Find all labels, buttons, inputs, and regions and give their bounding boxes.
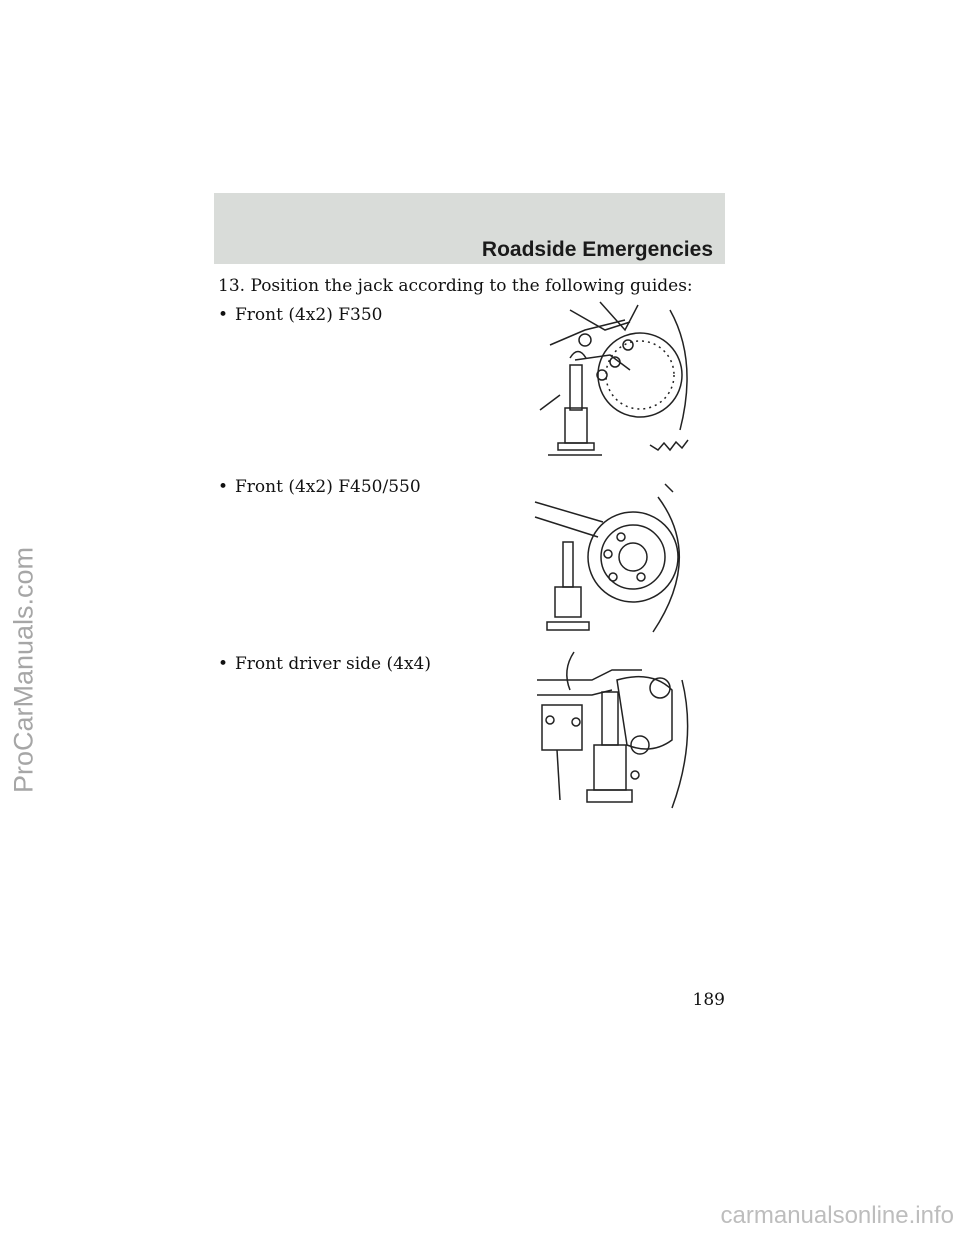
bullet-label: Front (4x2) F450/550 xyxy=(235,477,421,497)
side-watermark xyxy=(2,450,46,890)
page-number: 189 xyxy=(692,990,725,1010)
bullet-icon: • xyxy=(218,654,229,674)
step-13-instruction: 13. Position the jack according to the following guides: xyxy=(218,276,693,296)
bullet-item-front-driver-side-4x4 xyxy=(218,654,431,674)
bullet-icon: • xyxy=(218,305,229,325)
section-header-band xyxy=(214,193,725,264)
jack-position-illustration-driver-side-4x4 xyxy=(532,650,692,812)
bullet-icon: • xyxy=(218,477,229,497)
jack-position-illustration-f350 xyxy=(530,300,700,462)
bullet-item-front-4x2-f350 xyxy=(218,305,382,325)
jack-position-illustration-f450-550 xyxy=(533,482,683,637)
bullet-label: Front driver side (4x4) xyxy=(235,654,431,674)
bullet-label: Front (4x2) F350 xyxy=(235,305,383,325)
side-watermark-text: ProCarManuals.com xyxy=(8,546,39,794)
bullet-item-front-4x2-f450-550 xyxy=(218,477,421,497)
bottom-watermark: carmanualsonline.info xyxy=(720,1202,954,1229)
section-title: Roadside Emergencies xyxy=(481,238,713,261)
